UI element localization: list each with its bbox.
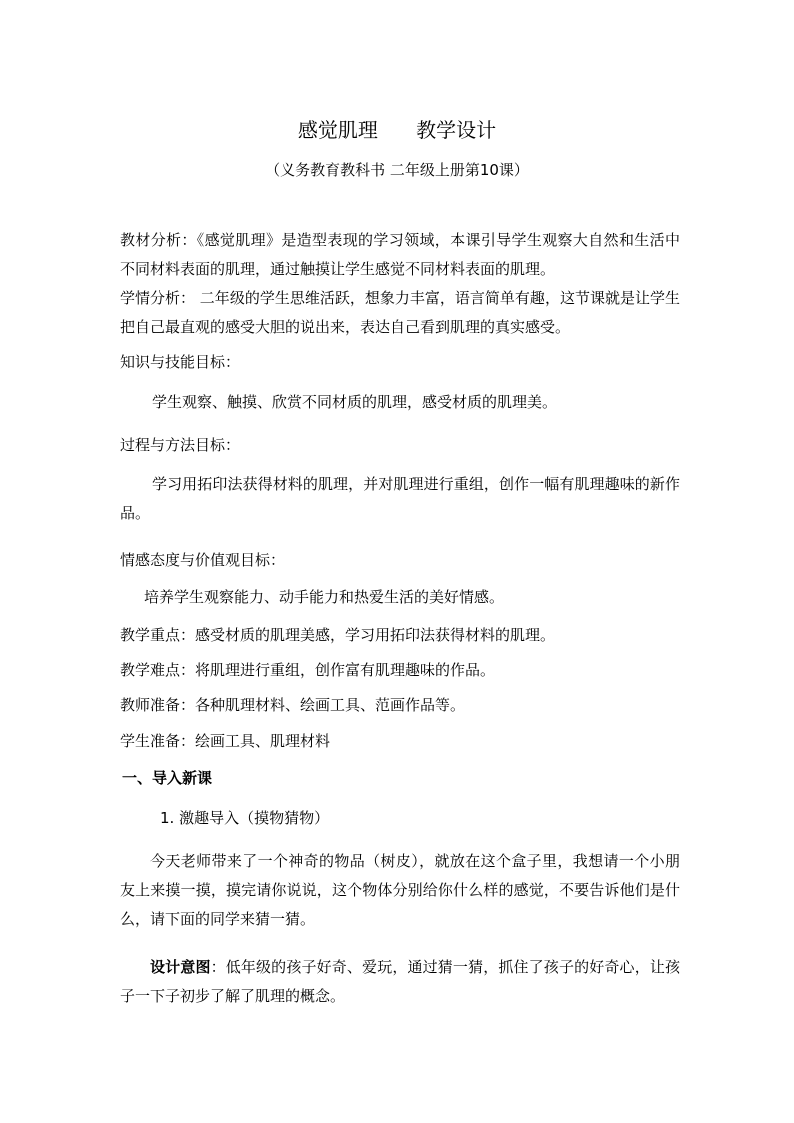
document-title: 感觉肌理 教学设计 [297, 118, 497, 142]
material-analysis-paragraph: 教材分析：《感觉肌理》是造型表现的学习领域，本课引导学生观察大自然和生活中不同材料表面的肌理，通过触摸让学生感觉不同材料表面的肌理。 [120, 231, 680, 278]
step1-text: 今天老师带来了一个神奇的物品（树皮），就放在这个盒子里，我想请一个小朋友上来摸一摸，摸完请你说说，这个物体分别给你什么样的感觉，不要告诉他们是什么，请下面的同学来猜一猜。 [120, 852, 680, 928]
key-point: 教学重点：感受材质的肌理美感，学习用拓印法获得材料的肌理。 [120, 626, 556, 644]
process-heading: 过程与方法目标： [120, 436, 241, 454]
emotion-text: 培养学生观察能力、动手能力和热爱生活的美好情感。 [144, 588, 505, 606]
difficulty: 教学难点：将肌理进行重组，创作富有肌理趣味的作品。 [120, 661, 496, 679]
design-intent-label: 设计意图 [150, 958, 211, 976]
document-subtitle: （义务教育教科书 二年级上册第10课） [265, 161, 529, 179]
emotion-heading: 情感态度与价值观目标： [120, 551, 286, 569]
section1-heading: 一、导入新课 [122, 769, 213, 787]
teacher-prep: 教师准备：各种肌理材料、绘画工具、范画作品等。 [120, 696, 466, 714]
student-analysis-paragraph: 学情分析： 二年级的学生思维活跃，想象力丰富，语言简单有趣，这节课就是让学生把自己最直观的感受大胆的说出来，表达自己看到肌理的真实感受。 [120, 289, 680, 336]
design-intent-paragraph [120, 953, 680, 1011]
design-intent-text: ：低年级的孩子好奇、爱玩，通过猜一猜，抓住了孩子的好奇心，让孩子一下子初步了解了肌理的概念。 [120, 958, 680, 1005]
process-text: 学习用拓印法获得材料的肌理，并对肌理进行重组，创作一幅有肌理趣味的新作品。 [120, 475, 680, 522]
student-prep: 学生准备：绘画工具、肌理材料 [120, 732, 331, 750]
knowledge-heading: 知识与技能目标： [120, 353, 241, 371]
step1-heading: 1. 激趣导入（摸物猜物） [160, 809, 330, 827]
knowledge-text: 学生观察、触摸、欣赏不同材质的肌理，感受材质的肌理美。 [152, 393, 558, 411]
